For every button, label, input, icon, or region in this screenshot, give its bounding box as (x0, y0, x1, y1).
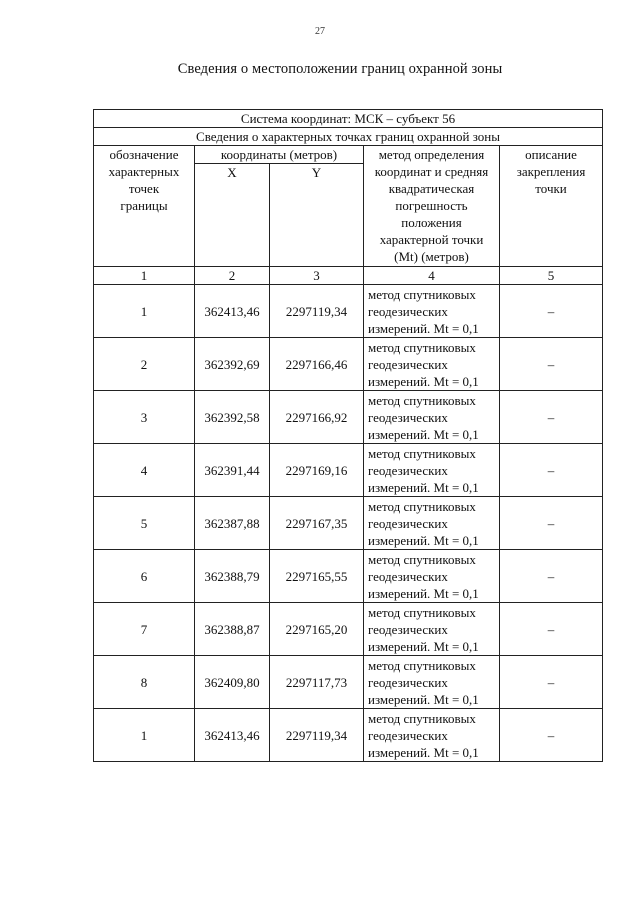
point-number: 8 (94, 656, 195, 709)
coord-x: 362392,58 (195, 391, 270, 444)
point-number: 1 (94, 285, 195, 338)
method-line: измерений. Mt = 0,1 (368, 638, 479, 654)
table-row (94, 285, 603, 338)
method-cell (364, 709, 500, 762)
table-row (94, 497, 603, 550)
coord-x: 362413,46 (195, 709, 270, 762)
method-cell (364, 444, 500, 497)
coordinate-system-header: Система координат: МСК – субъект 56 (94, 110, 603, 128)
col-x-header: X (195, 164, 270, 267)
point-number: 6 (94, 550, 195, 603)
coord-y: 2297169,16 (270, 444, 364, 497)
method-line: геодезических (368, 568, 448, 584)
method-line: метод спутниковых (368, 604, 476, 620)
coord-x: 362388,79 (195, 550, 270, 603)
col-method-header: метод определения координат и средняя квадратическая погрешность положения характерной точки (Mt) (метров) (364, 146, 500, 267)
coord-y: 2297117,73 (270, 656, 364, 709)
table-row (94, 338, 603, 391)
fixing-description: – (500, 285, 603, 338)
method-line: измерений. Mt = 0,1 (368, 532, 479, 548)
table-row (94, 656, 603, 709)
coord-y: 2297119,34 (270, 709, 364, 762)
method-cell (364, 656, 500, 709)
column-number: 5 (500, 267, 603, 285)
method-cell (364, 550, 500, 603)
col-coordinates-header: координаты (метров) (195, 146, 364, 164)
coord-x: 362391,44 (195, 444, 270, 497)
coord-x: 362387,88 (195, 497, 270, 550)
fixing-description: – (500, 338, 603, 391)
section-header: Сведения о характерных точках границ охранной зоны (94, 128, 603, 146)
method-cell (364, 338, 500, 391)
method-line: геодезических (368, 515, 448, 531)
method-line: геодезических (368, 462, 448, 478)
coord-x: 362392,69 (195, 338, 270, 391)
method-line: геодезических (368, 303, 448, 319)
coord-y: 2297166,46 (270, 338, 364, 391)
point-number: 4 (94, 444, 195, 497)
method-line: метод спутниковых (368, 551, 476, 567)
column-number: 1 (94, 267, 195, 285)
coord-y: 2297165,55 (270, 550, 364, 603)
method-line: метод спутниковых (368, 445, 476, 461)
fixing-description: – (500, 550, 603, 603)
method-cell (364, 391, 500, 444)
method-line: метод спутниковых (368, 339, 476, 355)
point-number: 2 (94, 338, 195, 391)
coord-x: 362388,87 (195, 603, 270, 656)
point-number: 5 (94, 497, 195, 550)
coord-x: 362413,46 (195, 285, 270, 338)
method-line: измерений. Mt = 0,1 (368, 426, 479, 442)
fixing-description: – (500, 656, 603, 709)
table-row (94, 444, 603, 497)
column-number: 3 (270, 267, 364, 285)
col-y-header: Y (270, 164, 364, 267)
point-number: 7 (94, 603, 195, 656)
method-line: метод спутниковых (368, 286, 476, 302)
coord-y: 2297167,35 (270, 497, 364, 550)
method-cell (364, 285, 500, 338)
method-line: геодезических (368, 621, 448, 637)
method-line: метод спутниковых (368, 657, 476, 673)
method-line: геодезических (368, 727, 448, 743)
table-row (94, 709, 603, 762)
method-line: измерений. Mt = 0,1 (368, 744, 479, 760)
method-line: метод спутниковых (368, 710, 476, 726)
table-row (94, 550, 603, 603)
col-designation-header: обозначение характерных точек границы (94, 146, 195, 267)
method-line: метод спутниковых (368, 392, 476, 408)
method-line: метод спутниковых (368, 498, 476, 514)
page-title: Сведения о местоположении границ охранной зоны (177, 61, 503, 77)
boundary-points-table (93, 109, 603, 762)
table-row (94, 391, 603, 444)
coord-x: 362409,80 (195, 656, 270, 709)
fixing-description: – (500, 444, 603, 497)
coord-y: 2297165,20 (270, 603, 364, 656)
point-number: 1 (94, 709, 195, 762)
fixing-description: – (500, 497, 603, 550)
method-line: геодезических (368, 674, 448, 690)
method-line: измерений. Mt = 0,1 (368, 691, 479, 707)
coord-y: 2297166,92 (270, 391, 364, 444)
col-fixing-header: описание закрепления точки (500, 146, 603, 267)
column-number: 4 (364, 267, 500, 285)
method-line: измерений. Mt = 0,1 (368, 479, 479, 495)
method-line: геодезических (368, 356, 448, 372)
fixing-description: – (500, 391, 603, 444)
method-line: измерений. Mt = 0,1 (368, 585, 479, 601)
method-cell (364, 497, 500, 550)
point-number: 3 (94, 391, 195, 444)
method-line: измерений. Mt = 0,1 (368, 320, 479, 336)
method-cell (364, 603, 500, 656)
table-row (94, 603, 603, 656)
column-number: 2 (195, 267, 270, 285)
coord-y: 2297119,34 (270, 285, 364, 338)
fixing-description: – (500, 603, 603, 656)
page-number: 27 (315, 26, 325, 37)
method-line: геодезических (368, 409, 448, 425)
fixing-description: – (500, 709, 603, 762)
method-line: измерений. Mt = 0,1 (368, 373, 479, 389)
